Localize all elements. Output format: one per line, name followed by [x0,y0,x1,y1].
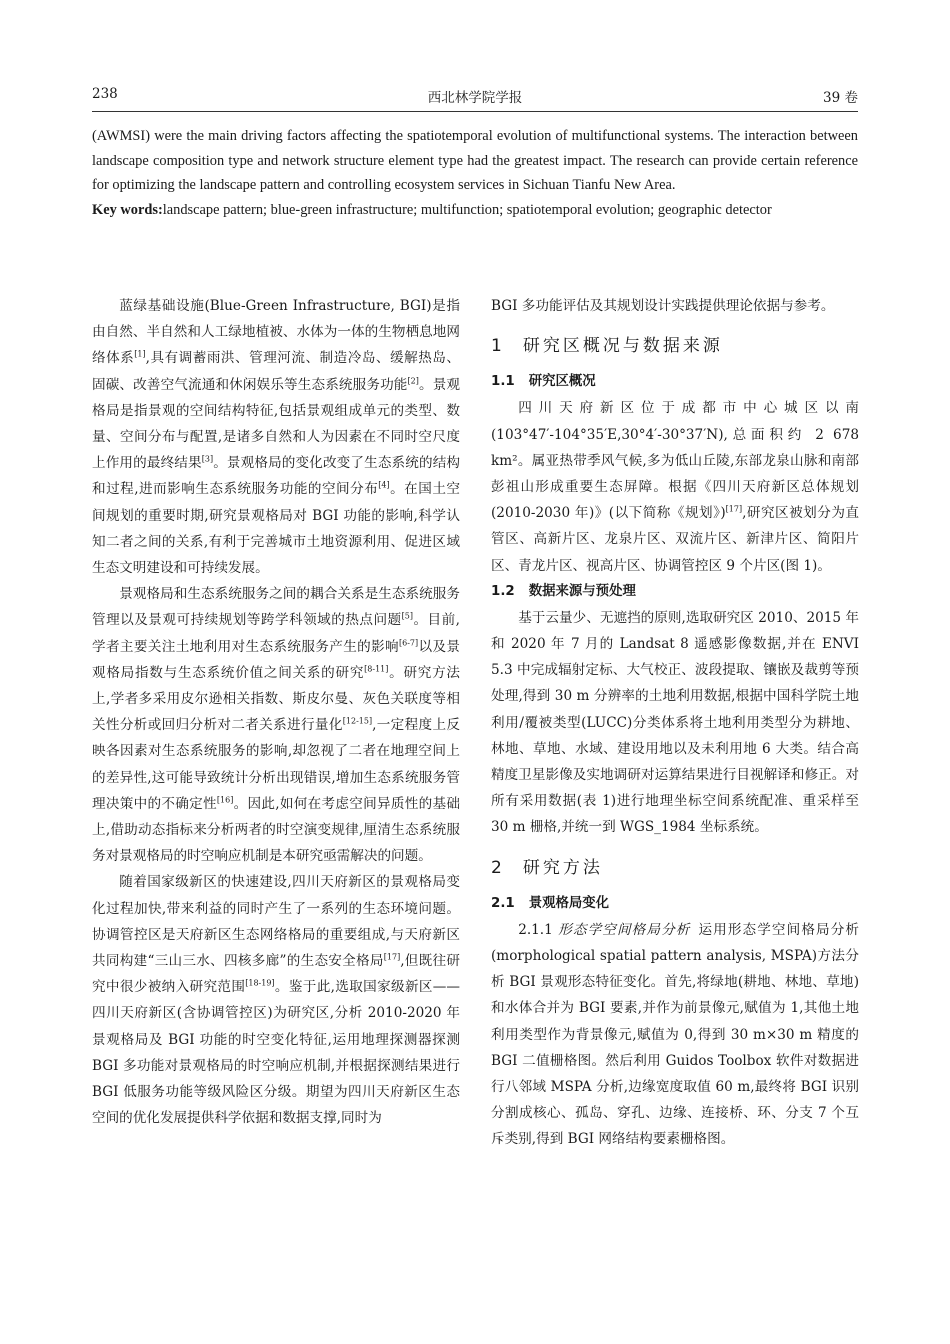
keywords [92,198,858,223]
header-rule [92,111,858,112]
section-2-1-1-heading: 形态学空间格局分析 [558,921,691,938]
keywords-text: landscape pattern; blue-green infrastructure; multifunction; spatiotemporal evolution; geographic detector [162,201,772,218]
citation: [17] [725,504,743,514]
citation: [1] [134,349,146,359]
section-2-heading: 2 研究方法 [491,857,603,878]
keywords-label: Key words: [92,201,163,218]
citation: [3] [201,454,214,464]
data-source-paragraph: 基于云量少、无遮挡的原则,选取研究区 2010、2015 年和 2020 年 7 月的 Landsat 8 遥感影像数据,并在 ENVI 5.3 中完成辐射定标、大气校正、波段提取、镶嵌及裁剪等预处理,得到 30 m 分辨率的土地利用数据,根据中国科学院土地利用/覆被类型(LUCC)分类体系将土地利用类型分为耕地、林地、草地、水域、建设用地以及未利用地 6 大类。结合高精度卫星影像及实地调研对运算结果进行目视解译和修正。对所有采用数据(表 1)进行地理坐标空间系统配准、重采样至 30 m 栅格,并统一到 WGS_1984 坐标系统。 [491,609,859,836]
running-header [92,86,858,110]
journal-name: 西北林学院学报 [427,90,523,106]
citation: [12-15] [342,716,373,726]
volume-label: 39 卷 [823,90,858,106]
intro-paragraph-3-end: BGI 多功能评估及其规划设计实践提供理论依据与参考。 [491,298,835,314]
right-column [491,293,859,1153]
citation: [6-7] [399,638,419,648]
section-2-1-heading: 2.1 景观格局变化 [491,895,610,911]
section-1-1-heading: 1.1 研究区概况 [491,374,596,390]
left-column [92,293,460,1132]
citation: [5] [401,611,413,621]
abstract-text: (AWMSI) were the main driving factors affecting the spatiotemporal evolution of multifunctional systems. The interaction between landscape composition type and network structure element type had the greatest impact. The research can provide certain reference for optimizing the landscape pattern and controlling ecosystem services in Sichuan Tianfu New Area. [92,128,858,194]
intro-paragraph-3: 随着国家级新区的快速建设,四川天府新区的景观格局变化过程加快,带来利益的同时产生了一系列的生态环境问题。协调管控区是天府新区生态网络格局的重要组成,与天府新区共同构建“三山三水、四核多廊”的生态安全格局[17],但既往研究中很少被纳入研究范围[18-19]。鉴于此,选取国家级新区——四川天府新区(含协调管控区)为研究区,分析 2010-2020 年景观格局及 BGI 功能的时空变化特征,运用地理探测器探测 BGI 多功能对景观格局的时空响应机制,并根据探测结果进行 BGI 低服务功能等级风险区分级。期望为四川天府新区生态空间的优化发展提供科学依据和数据支撑,同时为 [92,874,460,1127]
intro-paragraph-2: 景观格局和生态系统服务之间的耦合关系是生态系统服务管理以及景观可持续规划等跨学科领域的热点问题[5]。目前,学者主要关注土地利用对生态系统服务产生的影响[6-7]以及景观格局指数与生态系统价值之间关系的研究[8-11]。研究方法上,学者多采用皮尔逊相关指数、斯皮尔曼、灰色关联度等相关性分析或回归分析对二者关系进行量化[12-15],一定程度上反映各因素对生态系统服务的影响,却忽视了二者在地理空间上的差异性,这可能导致统计分析出现错误,增加生态系统服务管理决策中的不确定性[16]。因此,如何在考虑空间异质性的基础上,借助动态指标来分析两者的时空演变规律,厘清生态系统服务对景观格局的时空响应机制是本研究亟需解决的问题。 [92,586,461,865]
citation: [17] [383,952,401,962]
citation: [2] [407,376,419,386]
page-number: 238 [92,86,118,102]
citation: [16] [216,795,234,805]
section-1-heading: 1 研究区概况与数据来源 [491,336,723,357]
citation: [18-19] [245,978,275,988]
section-1-2-heading: 1.2 数据来源与预处理 [491,583,636,599]
mspa-paragraph: 2.1.1 形态学空间格局分析 运用形态学空间格局分析(morphological spatial pattern analysis, MSPA)方法分析 BGI 景观形态特征变化。首先,将绿地(耕地、林地、草地)和水体合并为 BGI 要素,并作为前景像元,赋值为 1,其他土地利用类型作为背景像元,赋值为 0,得到 30 m×30 m 精度的 BGI 二值栅格图。然后利用 Guidos Toolbox 软件对数据进行八邻域 MSPA 分析,边缘宽度取值 60 m,最终将 BGI 识别分割成核心、孤岛、穿孔、边缘、连接桥、环、分支 7 个互斥类别,得到 BGI 网络结构要素栅格图。 [491,921,859,1148]
study-area-paragraph: 四川天府新区位于成都市中心城区以南(103°47′-104°35′E,30°4′-30°37′N),总面积约 2 678 km²。属亚热带季风气候,多为低山丘陵,东部龙泉山脉和南部彭祖山形成重要生态屏障。根据《四川天府新区总体规划(2010-2030 年)》(以下简称《规划》)[17],研究区被划分为直管区、高新片区、龙泉片区、双流片区、新津片区、简阳片区、青龙片区、视高片区、协调管控区 9 个片区(图 1)。 [491,400,859,574]
intro-paragraph-1: 蓝绿基础设施(Blue-Green Infrastructure, BGI)是指由自然、半自然和人工绿地植被、水体为一体的生物栖息地网络体系[1],具有调蓄雨洪、管理河流、制造冷岛、缓解热岛、固碳、改善空气流通和休闲娱乐等生态系统服务功能[2]。景观格局是指景观的空间结构特征,包括景观组成单元的类型、数量、空间分布与配置,是诸多自然和人为因素在不同时空尺度上作用的最终结果[3]。景观格局的变化改变了生态系统的结构和过程,进而影响生态系统服务功能的空间分布[4]。在国土空间规划的重要时期,研究景观格局对 BGI 功能的影响,科学认知二者之间的关系,有利于完善城市土地资源利用、促进区域生态文明建设和可持续发展。 [92,298,461,577]
abstract-section [92,124,858,222]
citation: [8-11] [364,664,389,674]
citation: [4] [378,480,390,490]
